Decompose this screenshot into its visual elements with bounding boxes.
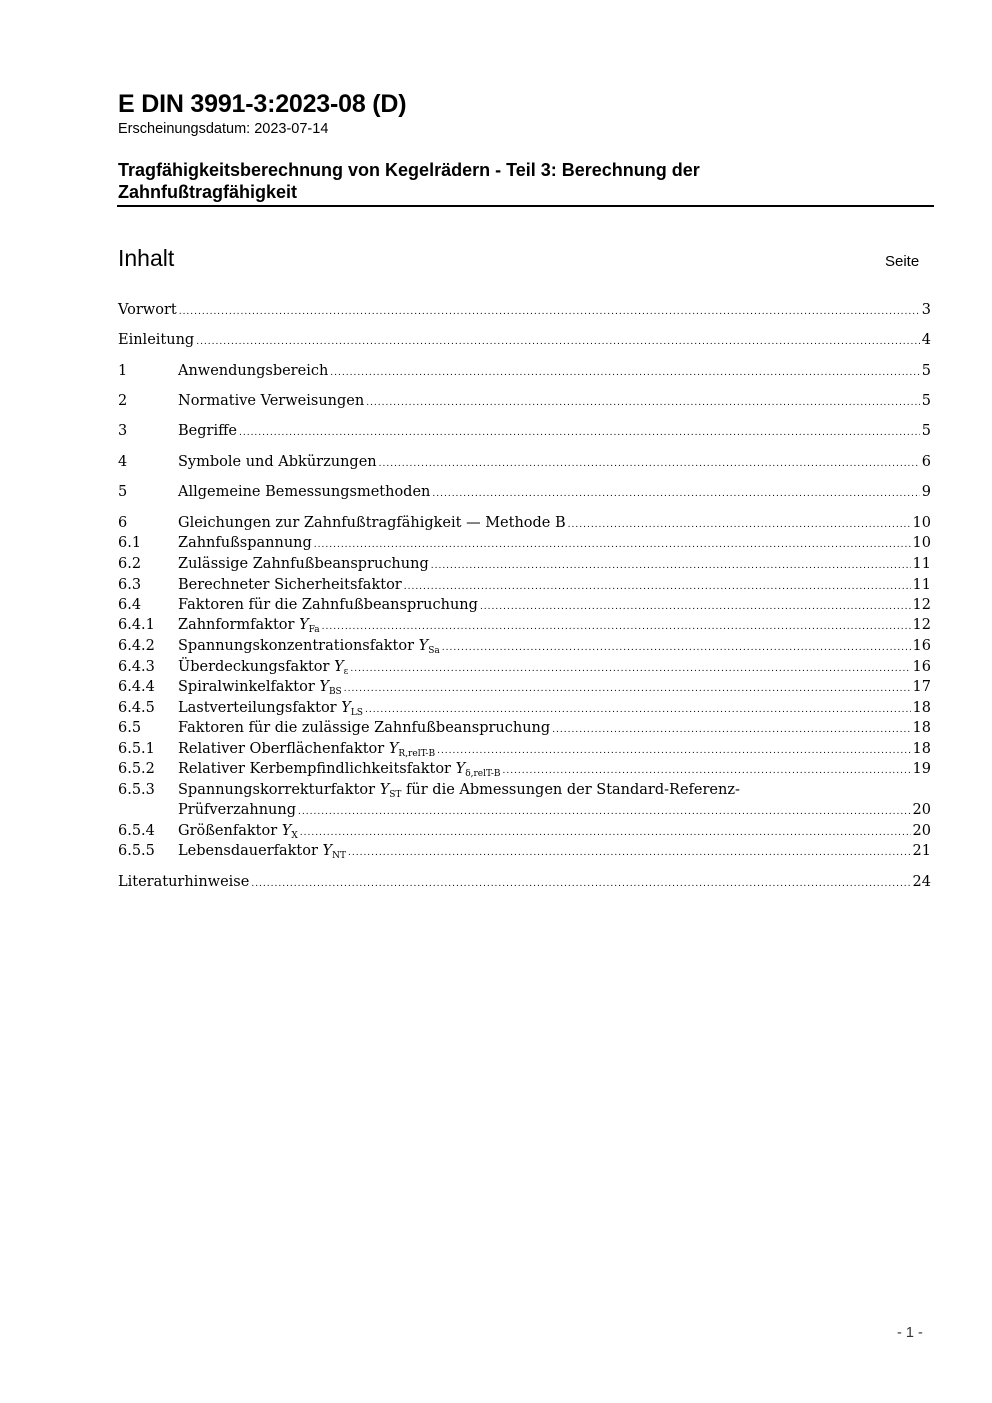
symbol-subscript: δ,relT-B xyxy=(465,769,501,779)
symbol: Y xyxy=(455,761,466,777)
toc-entry-page: 4 xyxy=(921,332,931,348)
toc-entry-page: 6 xyxy=(921,454,931,470)
leader-dots xyxy=(350,664,910,674)
leader-dots xyxy=(300,828,911,838)
toc-entry[interactable] xyxy=(118,484,931,504)
toc-entry-page: 17 xyxy=(912,679,931,695)
toc-entry[interactable] xyxy=(118,617,931,637)
toc-entry-label: Allgemeine Bemessungsmethoden xyxy=(178,484,431,500)
toc-entry[interactable] xyxy=(118,332,931,352)
toc-entry-label: Normative Verweisungen xyxy=(178,393,365,409)
toc-entry-number: 6.4.1 xyxy=(118,617,155,633)
toc-entry-page: 12 xyxy=(912,597,931,613)
toc-entry[interactable] xyxy=(118,556,931,576)
toc-entry[interactable] xyxy=(118,454,931,474)
toc-entry[interactable] xyxy=(118,761,931,781)
toc-entry[interactable] xyxy=(118,638,931,658)
symbol: Y xyxy=(281,823,292,839)
toc-entry-page: 20 xyxy=(912,823,931,839)
leader-dots xyxy=(432,489,919,499)
toc-entry[interactable] xyxy=(118,700,931,720)
toc-entry[interactable] xyxy=(118,535,931,555)
toc-entry-label: Zahnfußspannung xyxy=(178,535,312,551)
toc-entry-number: 6.4.4 xyxy=(118,679,155,695)
toc-entry-page: 18 xyxy=(912,700,931,716)
toc-entry-second-line[interactable] xyxy=(178,802,931,818)
leader-dots xyxy=(348,848,911,858)
toc-entry-page: 5 xyxy=(921,423,931,439)
toc-entry-number: 6.3 xyxy=(118,577,142,593)
toc-entry-number: 6.2 xyxy=(118,556,142,572)
toc-entry-page: 3 xyxy=(921,302,931,318)
toc-entry-label: Anwendungsbereich xyxy=(178,363,329,379)
toc-entry[interactable] xyxy=(118,659,931,679)
toc-entry-number: 5 xyxy=(118,484,128,500)
leader-dots xyxy=(431,561,911,571)
toc-entry-page: 19 xyxy=(912,761,931,777)
toc-entry-page: 18 xyxy=(912,741,931,757)
toc-entry-number: 6.5.5 xyxy=(118,843,155,859)
symbol-subscript: Sa xyxy=(428,646,440,656)
toc-entry[interactable] xyxy=(118,741,931,761)
leader-dots xyxy=(437,746,910,756)
leader-dots xyxy=(366,398,920,408)
toc-entry-number: 6 xyxy=(118,515,128,531)
toc-entry-label: Vorwort xyxy=(118,302,177,318)
toc-entry-number: 1 xyxy=(118,363,128,379)
toc-entry-page: 24 xyxy=(912,874,931,890)
leader-dots xyxy=(379,459,920,469)
toc-entry-label: Spiralwinkelfaktor $Y_{BS}$ xyxy=(178,679,342,697)
toc-entry-page: 21 xyxy=(912,843,931,859)
toc-entry-label-continued: für die Abmessungen der Standard-Referenz- xyxy=(401,782,740,798)
leader-dots xyxy=(365,705,911,715)
symbol: Y xyxy=(418,638,429,654)
leader-dots xyxy=(239,428,920,438)
leader-dots xyxy=(502,766,910,776)
toc-entry-label: Berechneter Sicherheitsfaktor xyxy=(178,577,402,593)
toc-entry-label: Größenfaktor $Y_X$ xyxy=(178,823,298,841)
toc-entry-number: 2 xyxy=(118,393,128,409)
toc-entry-number: 6.5.2 xyxy=(118,761,155,777)
symbol-subscript: R,relT-B xyxy=(398,749,436,759)
toc-entry[interactable] xyxy=(118,423,931,443)
toc-entry[interactable] xyxy=(118,393,931,413)
toc-entry[interactable] xyxy=(118,515,931,535)
symbol: Y xyxy=(319,679,329,695)
toc-entry-label: Zahnformfaktor $Y_{Fa}$ xyxy=(178,617,320,635)
toc-entry[interactable] xyxy=(118,302,931,322)
toc-entry-number: 6.4.2 xyxy=(118,638,155,654)
toc-entry[interactable] xyxy=(118,843,931,863)
toc-entry-page: 11 xyxy=(912,577,931,593)
toc-entry-page: 5 xyxy=(921,393,931,409)
toc-entry-label: Relativer Oberflächenfaktor $Y_{R,relT-B}$ xyxy=(178,741,436,759)
symbol-subscript: ST xyxy=(389,790,402,800)
leader-dots xyxy=(568,520,911,530)
toc-entry-page: 12 xyxy=(912,617,931,633)
toc-entry-number: 6.5.4 xyxy=(118,823,155,839)
toc-entry-label: Relativer Kerbempfindlichkeitsfaktor $Y_{\delta,relT-B}$ xyxy=(178,761,501,779)
leader-dots xyxy=(344,684,911,694)
publication-date: Erscheinungsdatum: 2023-07-14 xyxy=(118,121,329,137)
toc-entry-number: 6.5.1 xyxy=(118,741,155,757)
leader-dots xyxy=(322,622,911,632)
document-title: Tragfähigkeitsberechnung von Kegelrädern - Teil 3: Berechnung der Zahnfußtragfähigkeit xyxy=(118,160,700,202)
toc-entry-label: Spannungskonzentrationsfaktor $Y_{Sa}$ xyxy=(178,638,440,656)
symbol: Y xyxy=(322,843,333,859)
leader-dots xyxy=(314,540,911,550)
leader-dots xyxy=(251,879,910,889)
toc-entry-page: 16 xyxy=(912,659,931,675)
toc-entry[interactable] xyxy=(118,577,931,597)
doc-id: E DIN 3991-3:2023-08 (D) xyxy=(118,90,407,118)
toc-entry-number: 6.4.5 xyxy=(118,700,155,716)
toc-entry[interactable] xyxy=(118,823,931,843)
toc-entry[interactable] xyxy=(118,874,931,894)
toc-entry-label: Lastverteilungsfaktor $Y_{LS}$ xyxy=(178,700,363,718)
leader-dots xyxy=(298,807,911,817)
toc-entry-number: 4 xyxy=(118,454,128,470)
toc-entry-number: 6.5 xyxy=(118,720,142,736)
toc-entry[interactable] xyxy=(118,363,931,383)
toc-entry[interactable] xyxy=(118,597,931,617)
toc-entry[interactable] xyxy=(118,720,931,740)
symbol: Y xyxy=(334,659,344,675)
page-number: - 1 - xyxy=(897,1325,923,1341)
leader-dots xyxy=(179,307,920,317)
toc-entry-label: Faktoren für die zulässige Zahnfußbeanspruchung xyxy=(178,720,551,736)
toc-entry-label-line2: Prüfverzahnung xyxy=(178,802,297,818)
toc-entry-label: Literaturhinweise xyxy=(118,874,250,890)
symbol-subscript: LS xyxy=(350,708,363,718)
toc-entry-number: 6.5.3 xyxy=(118,782,155,798)
leader-dots xyxy=(442,643,911,653)
symbol: Y xyxy=(388,741,399,757)
toc-entry-label: Einleitung xyxy=(118,332,195,348)
symbol-subscript: ε xyxy=(343,667,349,677)
toc-entry-number: 6.1 xyxy=(118,535,142,551)
toc-entry-label: Begriffe xyxy=(178,423,237,439)
symbol: Y xyxy=(379,782,390,798)
leader-dots xyxy=(330,368,919,378)
toc-entry-page: 20 xyxy=(912,802,931,818)
toc-entry-label: Gleichungen zur Zahnfußtragfähigkeit — Methode B xyxy=(178,515,566,531)
symbol-subscript: X xyxy=(291,831,298,841)
leader-dots xyxy=(404,582,911,592)
toc-entry-page: 5 xyxy=(921,363,931,379)
symbol-subscript: BS xyxy=(328,687,342,697)
toc-entry-label: Überdeckungsfaktor $Y_\varepsilon$ xyxy=(178,659,349,677)
leader-dots xyxy=(552,725,910,735)
toc-entry-page: 9 xyxy=(921,484,931,500)
symbol: Y xyxy=(299,617,309,633)
toc-entry-page: 11 xyxy=(912,556,931,572)
toc-entry[interactable] xyxy=(118,782,931,802)
toc-entry-label: Spannungskorrekturfaktor $Y_{ST}$ für die Abmessungen der Standard-Referenz- xyxy=(178,782,740,800)
symbol-subscript: NT xyxy=(332,851,346,861)
toc-entry-label: Symbole und Abkürzungen xyxy=(178,454,377,470)
title-rule xyxy=(117,205,934,207)
toc-heading: Inhalt xyxy=(118,245,175,271)
toc-entry-page: 10 xyxy=(912,535,931,551)
symbol-subscript: Fa xyxy=(308,625,320,635)
toc-entry-number: 3 xyxy=(118,423,128,439)
toc-entry-label: Faktoren für die Zahnfußbeanspruchung xyxy=(178,597,478,613)
toc-entry[interactable] xyxy=(118,679,931,699)
page-column-label: Seite xyxy=(885,253,920,270)
toc-entry-page: 16 xyxy=(912,638,931,654)
toc-entry-label: Lebensdauerfaktor $Y_{NT}$ xyxy=(178,843,346,861)
toc-entry-page: 10 xyxy=(912,515,931,531)
toc-entry-number: 6.4.3 xyxy=(118,659,155,675)
toc-entry-label: Zulässige Zahnfußbeanspruchung xyxy=(178,556,429,572)
symbol: Y xyxy=(341,700,351,716)
leader-dots xyxy=(480,602,911,612)
toc-entry-page: 18 xyxy=(912,720,931,736)
leader-dots xyxy=(196,337,920,347)
toc-entry-number: 6.4 xyxy=(118,597,142,613)
